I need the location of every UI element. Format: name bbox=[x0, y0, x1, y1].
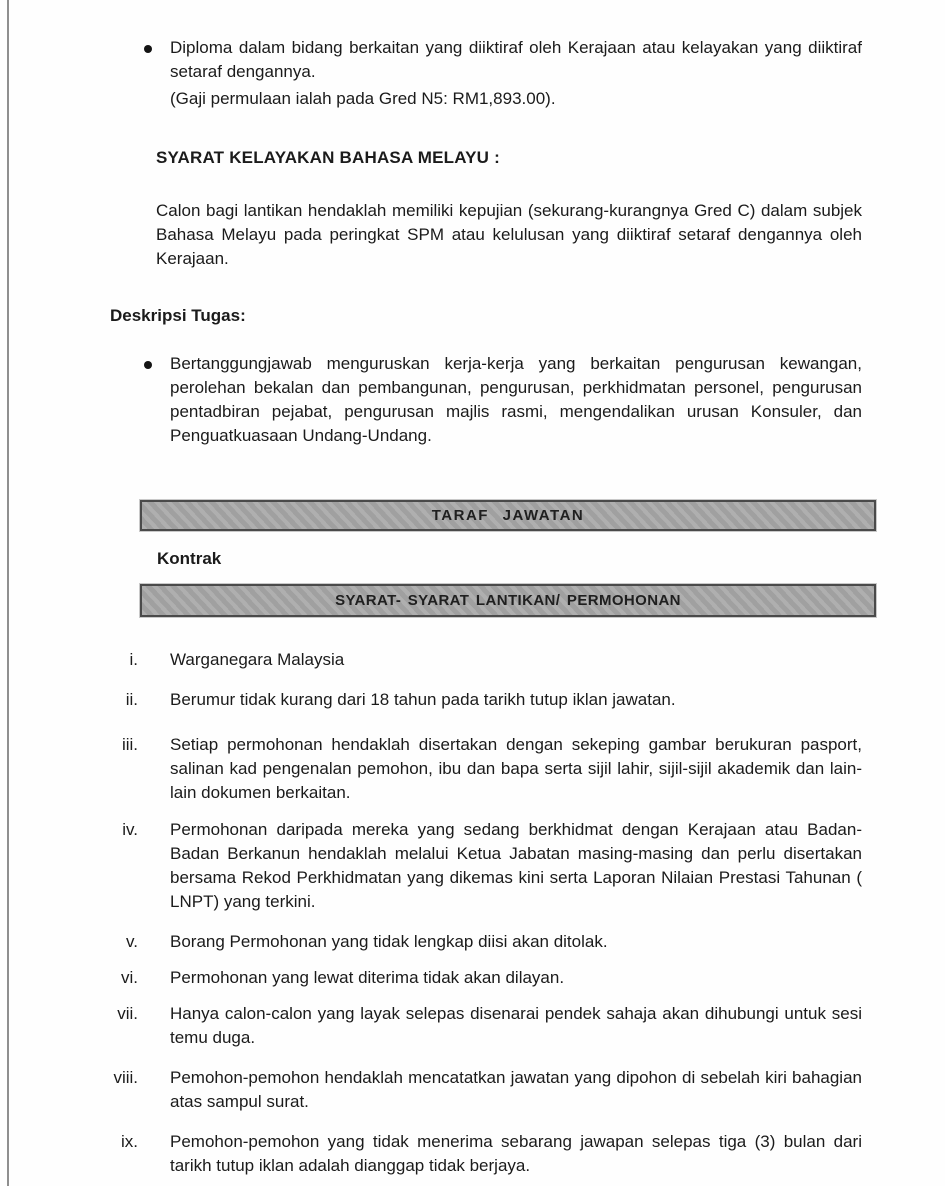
intro-bullet-text: Diploma dalam bidang berkaitan yang diiktiraf oleh Kerajaan atau kelayakan yang diiktiraf setaraf dengannya. bbox=[170, 38, 862, 81]
taraf-jawatan-bar: TARAF JAWATAN bbox=[140, 500, 876, 531]
list-item-text: Permohonan yang lewat diterima tidak akan dilayan. bbox=[170, 968, 565, 987]
list-item-numeral: ii. bbox=[125, 690, 138, 709]
list-item-text: Setiap permohonan hendaklah disertakan dengan sekeping gambar berukuran pasport, salinan kad pengenalan pemohon, ibu dan bapa serta sijil lahir, sijil-sijil akademik dan lain-lain dokumen berkaitan. bbox=[170, 735, 862, 802]
list-item-text: Pemohon-pemohon yang tidak menerima sebarang jawapan selepas tiga (3) bulan dari tarikh tutup iklan adalah dianggap tidak berjaya. bbox=[170, 1132, 862, 1175]
taraf-jawatan-value: Kontrak bbox=[157, 549, 222, 568]
bullet-icon bbox=[144, 361, 152, 369]
list-item-text: Pemohon-pemohon hendaklah mencatatkan jawatan yang dipohon di sebelah kiri bahagian atas sampul surat. bbox=[170, 1068, 862, 1111]
list-item-text: Borang Permohonan yang tidak lengkap diisi akan ditolak. bbox=[170, 932, 608, 951]
deskripsi-bullet-item bbox=[170, 352, 862, 448]
list-item bbox=[92, 1130, 862, 1178]
list-item-numeral: vii. bbox=[117, 1004, 138, 1023]
list-item-numeral: iii. bbox=[121, 735, 138, 754]
list-item-numeral: iv. bbox=[122, 820, 138, 839]
list-item-numeral: ix. bbox=[121, 1132, 138, 1151]
list-item-numeral: v. bbox=[126, 932, 138, 951]
bullet-icon bbox=[144, 45, 152, 53]
list-item-text: Warganegara Malaysia bbox=[170, 650, 345, 669]
list-item-text: Hanya calon-calon yang layak selepas disenarai pendek sahaja akan dihubungi untuk sesi temu duga. bbox=[170, 1004, 862, 1047]
list-item-numeral: vi. bbox=[121, 968, 138, 987]
list-item bbox=[92, 966, 862, 990]
list-item bbox=[92, 1066, 862, 1114]
salary-note: (Gaji permulaan ialah pada Gred N5: RM1,893.00). bbox=[170, 89, 556, 108]
list-item-text: Berumur tidak kurang dari 18 tahun pada tarikh tutup iklan jawatan. bbox=[170, 690, 676, 709]
deskripsi-tugas-heading: Deskripsi Tugas: bbox=[110, 306, 246, 325]
list-item bbox=[92, 1002, 862, 1050]
bahasa-melayu-paragraph: Calon bagi lantikan hendaklah memiliki kepujian (sekurang-kurangnya Gred C) dalam subjek Bahasa Melayu pada peringkat SPM atau kelulusan yang diiktiraf setaraf dengannya oleh Kerajaan. bbox=[156, 201, 862, 268]
scan-edge-line bbox=[7, 0, 9, 1186]
list-item bbox=[92, 648, 862, 672]
list-item bbox=[92, 818, 862, 914]
intro-bullet-item bbox=[170, 36, 862, 111]
list-item-numeral: viii. bbox=[113, 1068, 138, 1087]
list-item bbox=[92, 930, 862, 954]
list-item-numeral: i. bbox=[129, 650, 138, 669]
list-item-text: Permohonan daripada mereka yang sedang berkhidmat dengan Kerajaan atau Badan-Badan Berkanun hendaklah melalui Ketua Jabatan masing-masing dan perlu disertakan bersama Rekod Perkhidmatan yang dikemas kini serta Laporan Nilaian Prestasi Tahunan ( LNPT) yang terkini. bbox=[170, 820, 862, 911]
deskripsi-bullet-text: Bertanggungjawab menguruskan kerja-kerja yang berkaitan pengurusan kewangan, perolehan bekalan dan pembangunan, pengurusan, perkhidmatan personel, pengurusan pentadbiran pejabat, pengurusan majlis rasmi, mengendalikan urusan Konsuler, dan Penguatkuasaan Undang-Undang. bbox=[170, 354, 862, 445]
list-item bbox=[92, 688, 862, 712]
syarat-lantikan-bar: SYARAT- SYARAT LANTIKAN/ PERMOHONAN bbox=[140, 584, 876, 617]
list-item bbox=[92, 733, 862, 805]
requirements-list bbox=[92, 640, 862, 1186]
bahasa-melayu-heading: SYARAT KELAYAKAN BAHASA MELAYU : bbox=[156, 148, 500, 167]
